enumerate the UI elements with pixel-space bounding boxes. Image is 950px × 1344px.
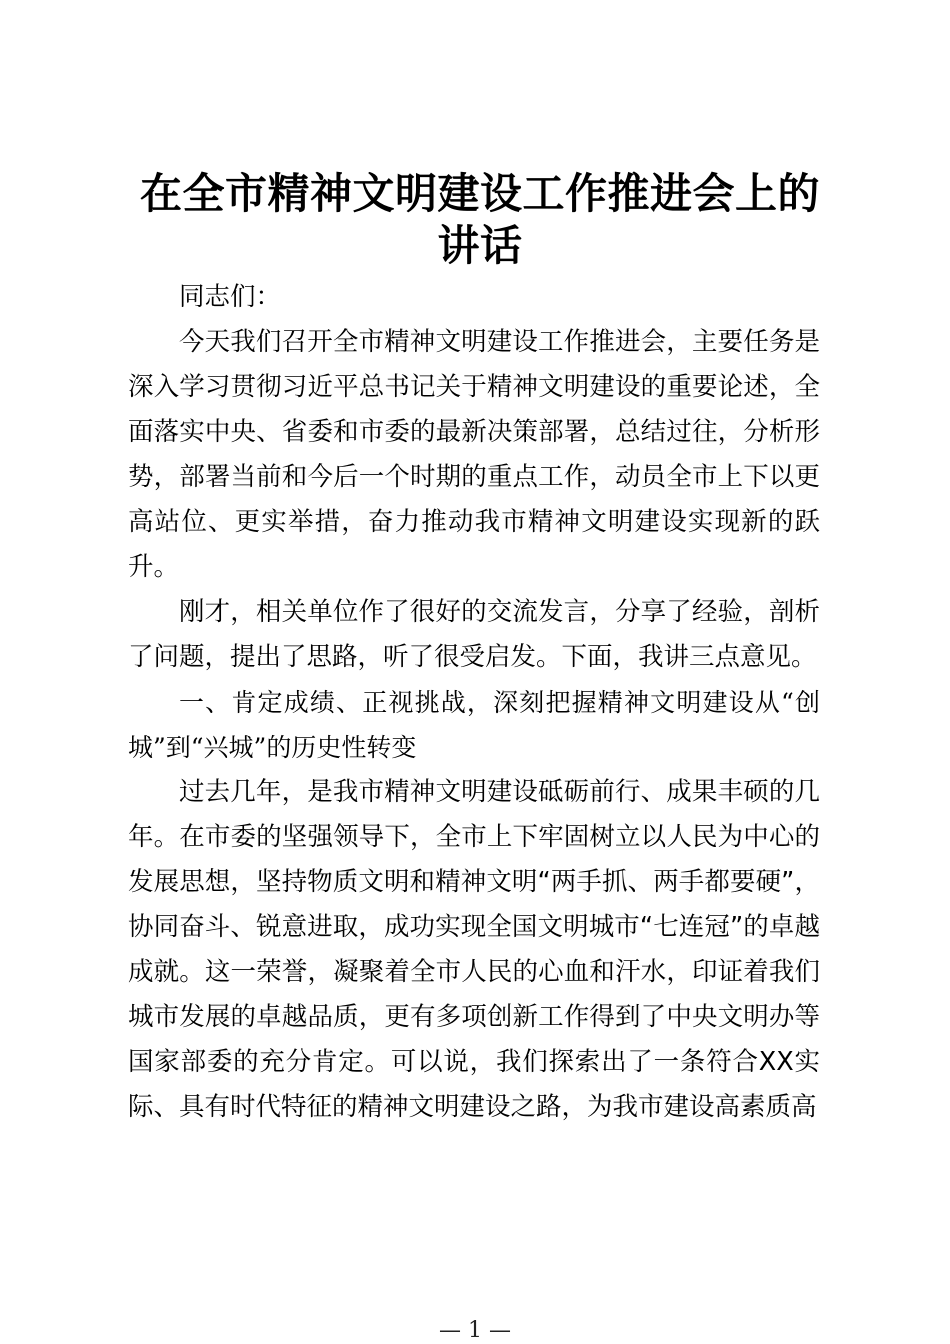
salutation: 同志们：: [179, 282, 282, 312]
paragraph-intro: 今天我们召开全市精神文明建设工作推进会，主要任务是深入学习贯彻习近平总书记关于精神文明建设的重要论述，全面落实中央、省委和市委的最新决策部署，总结过往，分析形势，部署当前和今后一个时期的重点工作，动员全市上下以更高站位、更实举措，奋力推动我市精神文明建设实现新的跃升。: [128, 327, 820, 582]
paragraph-transition: 刚才，相关单位作了很好的交流发言，分享了经验，剖析了问题，提出了思路，听了很受启发。下面，我讲三点意见。: [128, 597, 820, 672]
document-body: [128, 275, 820, 1130]
document-title: 在全市精神文明建设工作推进会上的讲话: [139, 169, 820, 270]
section-heading: 一、肯定成绩、正视挑战，深刻把握精神文明建设从“创城”到“兴城”的历史性转变: [128, 688, 820, 762]
page-number: — 1 —: [439, 1318, 511, 1343]
section-paragraph: 过去几年，是我市精神文明建设砥砺前行、成果丰硕的几年。在市委的坚强领导下，全市上下牢固树立以人民为中心的发展思想，坚持物质文明和精神文明“两手抓、两手都要硬”，协同奋斗、锐意进取，成功实现全国文明城市“七连冠”的卓越成就。这一荣誉，凝聚着全市人民的心血和汗水，印证着我们城市发展的卓越品质，更有多项创新工作得到了中央文明办等国家部委的充分肯定。可以说，我们探索出了一条符合XX实际、具有时代特征的精神文明建设之路，为我市建设高素质高: [128, 777, 820, 1122]
